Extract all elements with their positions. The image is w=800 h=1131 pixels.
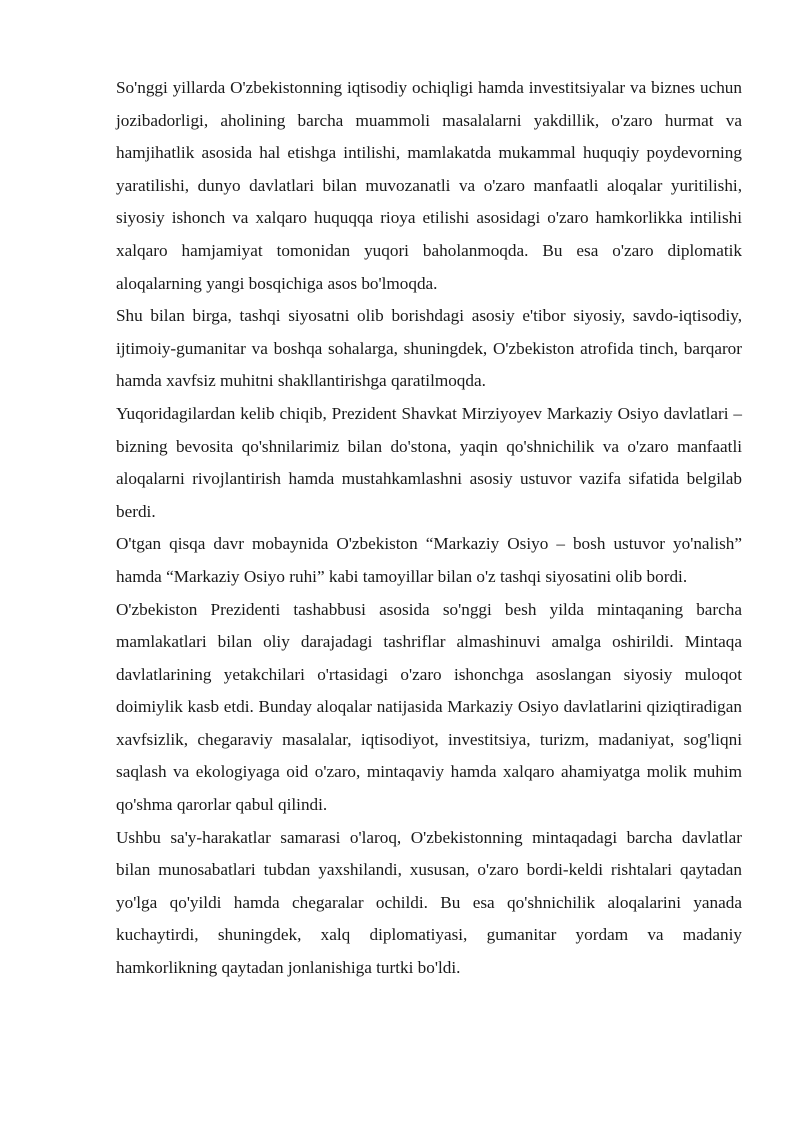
document-page (116, 72, 742, 985)
paragraph-5: O'zbekiston Prezidenti tashabbusi asosida so'nggi besh yilda mintaqaning barcha mamlakatlari bilan oliy darajadagi tashriflar almashinuvi amalga oshirildi. Mintaqa davlatlarining yetakchilari o'rtasidagi o'zaro ishonchga asoslangan siyosiy muloqot doimiylik kasb etdi. Bunday aloqalar natijasida Markaziy Osiyo davlatlarini qiziqtiradigan xavfsizlik, chegaraviy masalalar, iqtisodiyot, investitsiya, turizm, madaniyat, sog'liqni saqlash va ekologiyaga oid o'zaro, mintaqaviy hamda xalqaro ahamiyatga molik muhim qo'shma qarorlar qabul qilindi. (116, 599, 742, 815)
paragraph-3: Yuqoridagilardan kelib chiqib, Prezident Shavkat Mirziyoyev Markaziy Osiyo davlatlari – bizning bevosita qo'shnilarimiz bilan do'stona, yaqin qo'shnichilik va o'zaro manfaatli aloqalarni rivojlantirish hamda mustahkamlashni asosiy ustuvor vazifa sifatida belgilab berdi. (116, 403, 742, 521)
paragraph-6: Ushbu sa'y-harakatlar samarasi o'laroq, O'zbekistonning mintaqadagi barcha davlatlar bilan munosabatlari tubdan yaxshilandi, xususan, o'zaro bordi-keldi rishtalari qaytadan yo'lga qo'yildi hamda chegaralar ochildi. Bu esa qo'shnichilik aloqalarini yanada kuchaytirdi, shuningdek, xalq diplomatiyasi, gumanitar yordam va madaniy hamkorlikning qaytadan jonlanishiga turtki bo'ldi. (116, 827, 742, 978)
paragraph-1: So'nggi yillarda O'zbekistonning iqtisodiy ochiqligi hamda investitsiyalar va biznes uchun jozibadorligi, aholining barcha muammoli masalalarni yakdillik, o'zaro hurmat va hamjihatlik asosida hal etishga intilishi, mamlakatda mukammal huquqiy poydevorning yaratilishi, dunyo davlatlari bilan muvozanatli va o'zaro manfaatli aloqalar yuritilishi, siyosiy ishonch va xalqaro huquqqa rioya etilishi asosidagi o'zaro hamkorlikka intilishi xalqaro hamjamiyat tomonidan yuqori baholanmoqda. Bu esa o'zaro diplomatik aloqalarning yangi bosqichiga asos bo'lmoqda. (116, 78, 742, 293)
paragraph-2: Shu bilan birga, tashqi siyosatni olib borishdagi asosiy e'tibor siyosiy, savdo-iqtisodiy, ijtimoiy-gumanitar va boshqa sohalarga, shuningdek, O'zbekiston atrofida tinch, barqaror hamda xavfsiz muhitni shakllantirishga qaratilmoqda. (116, 306, 742, 391)
paragraph-4: O'tgan qisqa davr mobaynida O'zbekiston “Markaziy Osiyo – bosh ustuvor yo'nalish” hamda “Markaziy Osiyo ruhi” kabi tamoyillar bilan o'z tashqi siyosatini olib bordi. (116, 534, 742, 586)
